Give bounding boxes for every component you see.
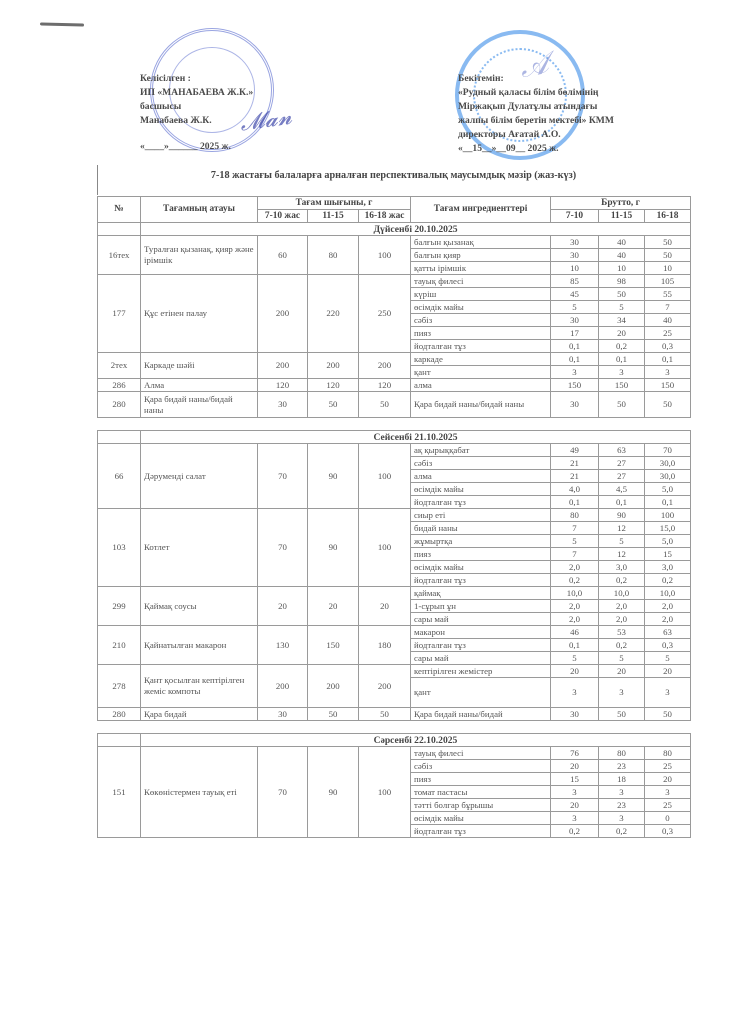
portion-16-18: 100 [359,236,411,275]
brutto-11-15: 20 [599,327,645,340]
brutto-7-10: 0,1 [551,639,599,652]
brutto-16-18: 2,0 [645,613,691,626]
brutto-16-18: 25 [645,760,691,773]
approved-org-line1: «Рудный қаласы білім бөлімінің [458,87,599,98]
dish-number: 286 [98,379,141,392]
header-brutto: Брутто, г [551,197,691,210]
brutto-7-10: 15 [551,773,599,786]
ingredient-name: йодталған тұз [411,825,551,838]
dish-row [98,236,691,249]
dish-row [98,392,691,418]
portion-16-18: 250 [359,275,411,353]
dish-number: 66 [98,444,141,509]
brutto-7-10: 80 [551,509,599,522]
brutto-7-10: 76 [551,747,599,760]
header-age-11-15: 11-15 [308,210,359,223]
portion-16-18: 20 [359,587,411,626]
brutto-16-18: 105 [645,275,691,288]
ingredient-name: бидай наны [411,522,551,535]
ingredient-name: сиыр еті [411,509,551,522]
day-number-cell [98,431,141,444]
ingredient-name: йодталған тұз [411,496,551,509]
brutto-7-10: 0,1 [551,340,599,353]
brutto-11-15: 90 [599,509,645,522]
brutto-11-15: 0,1 [599,496,645,509]
brutto-7-10: 3 [551,678,599,708]
brutto-16-18: 5,0 [645,483,691,496]
brutto-11-15: 27 [599,457,645,470]
portion-11-15: 220 [308,275,359,353]
dish-row [98,379,691,392]
brutto-7-10: 150 [551,379,599,392]
brutto-7-10: 45 [551,288,599,301]
brutto-16-18: 3 [645,366,691,379]
brutto-7-10: 5 [551,535,599,548]
dish-row [98,509,691,522]
dish-number: 280 [98,392,141,418]
brutto-7-10: 10 [551,262,599,275]
brutto-7-10: 30 [551,392,599,418]
brutto-11-15: 0,2 [599,825,645,838]
ingredient-name: алма [411,379,551,392]
brutto-11-15: 50 [599,708,645,721]
portion-11-15: 200 [308,353,359,379]
brutto-16-18: 20 [645,665,691,678]
ingredient-name: йодталған тұз [411,639,551,652]
portion-16-18: 100 [359,444,411,509]
ingredient-name: алма [411,470,551,483]
dish-name: Каркаде шәйі [141,353,258,379]
brutto-11-15: 2,0 [599,613,645,626]
brutto-11-15: 27 [599,470,645,483]
portion-7-10: 200 [258,275,308,353]
dish-row [98,665,691,678]
brutto-16-18: 0,1 [645,496,691,509]
brutto-16-18: 15 [645,548,691,561]
brutto-16-18: 5,0 [645,535,691,548]
portion-7-10: 130 [258,626,308,665]
brutto-16-18: 100 [645,509,691,522]
brutto-7-10: 30 [551,708,599,721]
brutto-7-10: 2,0 [551,613,599,626]
brutto-16-18: 0,3 [645,639,691,652]
brutto-11-15: 3 [599,678,645,708]
dish-number: 16тех [98,236,141,275]
portion-16-18: 120 [359,379,411,392]
brutto-7-10: 3 [551,786,599,799]
brutto-16-18: 5 [645,652,691,665]
brutto-11-15: 12 [599,522,645,535]
portion-16-18: 100 [359,509,411,587]
header-brutto-11-15: 11-15 [599,210,645,223]
ingredient-name: макарон [411,626,551,639]
brutto-7-10: 17 [551,327,599,340]
spacer-cell [98,418,691,431]
brutto-16-18: 3 [645,678,691,708]
brutto-7-10: 2,0 [551,600,599,613]
brutto-16-18: 2,0 [645,600,691,613]
brutto-7-10: 21 [551,457,599,470]
portion-11-15: 90 [308,444,359,509]
brutto-7-10: 3 [551,366,599,379]
dish-name: Құс етінен палау [141,275,258,353]
approved-org-line3: жалпы білім беретін мектебі» КММ [458,115,614,126]
dish-name: Қара бидай [141,708,258,721]
brutto-11-15: 20 [599,665,645,678]
brutto-7-10: 3 [551,812,599,825]
agreed-date: «____»______ 2025 ж. [140,141,231,152]
dish-row [98,275,691,288]
portion-7-10: 200 [258,665,308,708]
ingredient-name: пияз [411,548,551,561]
agreed-org: ИП «МАНАБАЕВА Ж.К.» [140,87,254,98]
brutto-7-10: 46 [551,626,599,639]
brutto-11-15: 0,2 [599,340,645,353]
menu-body [98,223,691,838]
day-label: Сәрсенбі 22.10.2025 [141,734,691,747]
agreed-person: Манабаева Ж.К. [140,115,212,126]
day-spacer [98,721,691,734]
approved-date: «__15__»__09__ 2025 ж. [458,143,559,154]
ingredient-name: каркаде [411,353,551,366]
ingredient-name: тауық филесі [411,747,551,760]
portion-11-15: 150 [308,626,359,665]
brutto-16-18: 7 [645,301,691,314]
brutto-16-18: 0,3 [645,340,691,353]
ingredient-name: өсімдік майы [411,812,551,825]
brutto-7-10: 85 [551,275,599,288]
brutto-7-10: 21 [551,470,599,483]
portion-16-18: 50 [359,708,411,721]
dish-name: Көкөністермен тауық еті [141,747,258,838]
header-ingredients: Тағам ингредиенттері [411,197,551,223]
dish-row [98,587,691,600]
brutto-7-10: 5 [551,652,599,665]
portion-11-15: 120 [308,379,359,392]
portion-7-10: 120 [258,379,308,392]
dish-name: Қара бидай наны/бидай наны [141,392,258,418]
header-dish-name: Тағамның атауы [141,197,258,223]
brutto-11-15: 3,0 [599,561,645,574]
dish-row [98,353,691,366]
brutto-16-18: 20 [645,773,691,786]
portion-16-18: 180 [359,626,411,665]
dish-name: Қаймақ соусы [141,587,258,626]
brutto-7-10: 10,0 [551,587,599,600]
brutto-11-15: 12 [599,548,645,561]
ingredient-name: Қара бидай наны/бидай наны [411,392,551,418]
dish-number: 177 [98,275,141,353]
dish-name: Дәруменді салат [141,444,258,509]
portion-11-15: 200 [308,665,359,708]
ingredient-name: өсімдік майы [411,561,551,574]
brutto-11-15: 150 [599,379,645,392]
brutto-7-10: 2,0 [551,561,599,574]
dish-number: 278 [98,665,141,708]
brutto-16-18: 25 [645,327,691,340]
brutto-16-18: 150 [645,379,691,392]
dish-name: Қайнатылған макарон [141,626,258,665]
portion-11-15: 80 [308,236,359,275]
portion-7-10: 70 [258,444,308,509]
brutto-11-15: 2,0 [599,600,645,613]
dish-name: Қант қосылған кептірілген жеміс компоты [141,665,258,708]
approved-person: директоры Ағатай А.О. [458,129,561,140]
spacer-cell [98,721,691,734]
ingredient-name: Қара бидай наны/бидай [411,708,551,721]
approved-label: Бекітемін: [458,73,504,84]
brutto-16-18: 10,0 [645,587,691,600]
brutto-16-18: 50 [645,392,691,418]
brutto-16-18: 0 [645,812,691,825]
header-number: № [98,197,141,223]
brutto-11-15: 3 [599,366,645,379]
ingredient-name: сары май [411,652,551,665]
dish-number: 280 [98,708,141,721]
ingredient-name: пияз [411,773,551,786]
dish-row [98,708,691,721]
brutto-7-10: 7 [551,522,599,535]
brutto-7-10: 4,0 [551,483,599,496]
brutto-7-10: 0,1 [551,353,599,366]
dish-row [98,444,691,457]
dish-name: Алма [141,379,258,392]
brutto-7-10: 20 [551,665,599,678]
day-header-row [98,431,691,444]
brutto-7-10: 20 [551,760,599,773]
brutto-16-18: 15,0 [645,522,691,535]
brutto-7-10: 7 [551,548,599,561]
header-age-7-10: 7-10 жас [258,210,308,223]
brutto-16-18: 0,3 [645,825,691,838]
ingredient-name: сары май [411,613,551,626]
brutto-16-18: 30,0 [645,470,691,483]
ingredient-name: қаймақ [411,587,551,600]
brutto-11-15: 3 [599,812,645,825]
brutto-16-18: 0,2 [645,574,691,587]
brutto-7-10: 49 [551,444,599,457]
portion-7-10: 30 [258,708,308,721]
dish-number: 103 [98,509,141,587]
ingredient-name: томат пастасы [411,786,551,799]
portion-11-15: 90 [308,509,359,587]
document-title: 7-18 жастағы балаларға арналған перспективалық маусымдық мәзір (жаз-күз) [210,170,577,181]
agreed-role: басшысы [140,101,182,112]
brutto-11-15: 80 [599,747,645,760]
header-age-16-18: 16-18 жас [359,210,411,223]
portion-16-18: 100 [359,747,411,838]
ingredient-name: жұмыртқа [411,535,551,548]
portion-7-10: 70 [258,747,308,838]
brutto-11-15: 18 [599,773,645,786]
brutto-16-18: 30,0 [645,457,691,470]
ingredient-name: қант [411,678,551,708]
ingredient-name: 1-сұрып ұн [411,600,551,613]
approved-org-line2: Міржақып Дулатұлы атындағы [458,101,598,112]
brutto-16-18: 70 [645,444,691,457]
brutto-11-15: 40 [599,249,645,262]
portion-16-18: 200 [359,665,411,708]
brutto-11-15: 5 [599,535,645,548]
brutto-11-15: 0,2 [599,639,645,652]
brutto-11-15: 53 [599,626,645,639]
brutto-11-15: 10,0 [599,587,645,600]
dish-number: 299 [98,587,141,626]
ingredient-name: пияз [411,327,551,340]
day-label: Дүйсенбі 20.10.2025 [141,223,691,236]
day-header-row [98,223,691,236]
dish-name: Котлет [141,509,258,587]
brutto-16-18: 50 [645,249,691,262]
brutto-11-15: 5 [599,301,645,314]
brutto-16-18: 3,0 [645,561,691,574]
brutto-11-15: 4,5 [599,483,645,496]
brutto-11-15: 23 [599,760,645,773]
brutto-7-10: 5 [551,301,599,314]
day-header-row [98,734,691,747]
dish-number: 210 [98,626,141,665]
ingredient-name: балғын қияр [411,249,551,262]
dish-row [98,747,691,760]
ingredient-name: кептірілген жемістер [411,665,551,678]
brutto-7-10: 0,2 [551,825,599,838]
portion-16-18: 200 [359,353,411,379]
approval-block-approved [458,72,698,156]
brutto-11-15: 40 [599,236,645,249]
dish-row [98,626,691,639]
ingredient-name: йодталған тұз [411,340,551,353]
portion-7-10: 60 [258,236,308,275]
portion-11-15: 90 [308,747,359,838]
brutto-16-18: 50 [645,708,691,721]
ingredient-name: тәтті болгар бұрышы [411,799,551,812]
brutto-16-18: 80 [645,747,691,760]
brutto-7-10: 30 [551,249,599,262]
header-brutto-7-10: 7-10 [551,210,599,223]
dish-number: 151 [98,747,141,838]
ingredient-name: балғын қызанақ [411,236,551,249]
ingredient-name: қант [411,366,551,379]
brutto-11-15: 10 [599,262,645,275]
dish-name: Туралған қызанақ, қияр және ірімшік [141,236,258,275]
brutto-16-18: 40 [645,314,691,327]
brutto-7-10: 30 [551,236,599,249]
brutto-7-10: 0,1 [551,496,599,509]
day-number-cell [98,734,141,747]
ingredient-name: тауық филесі [411,275,551,288]
brutto-7-10: 0,2 [551,574,599,587]
brutto-16-18: 25 [645,799,691,812]
brutto-16-18: 63 [645,626,691,639]
day-spacer [98,418,691,431]
brutto-7-10: 20 [551,799,599,812]
brutto-11-15: 23 [599,799,645,812]
portion-7-10: 20 [258,587,308,626]
brutto-11-15: 0,1 [599,353,645,366]
signature-left: 𝓜𝓪𝓷 [238,104,294,137]
ingredient-name: күріш [411,288,551,301]
brutto-11-15: 34 [599,314,645,327]
header-portion: Тағам шығыны, г [258,197,411,210]
ingredient-name: қатты ірімшік [411,262,551,275]
brutto-11-15: 3 [599,786,645,799]
brutto-7-10: 30 [551,314,599,327]
agreed-label: Келісілген : [140,73,191,84]
brutto-11-15: 50 [599,392,645,418]
scan-artifact-line [40,22,84,26]
portion-16-18: 50 [359,392,411,418]
header-brutto-16-18: 16-18 [645,210,691,223]
menu-table [97,196,691,838]
portion-7-10: 30 [258,392,308,418]
portion-11-15: 50 [308,708,359,721]
brutto-11-15: 98 [599,275,645,288]
portion-7-10: 200 [258,353,308,379]
ingredient-name: сәбіз [411,760,551,773]
ingredient-name: өсімдік майы [411,301,551,314]
signature-right: 𝒜 [517,45,552,86]
ingredient-name: сәбіз [411,457,551,470]
brutto-16-18: 10 [645,262,691,275]
brutto-16-18: 55 [645,288,691,301]
ingredient-name: ақ қырыққабат [411,444,551,457]
ingredient-name: йодталған тұз [411,574,551,587]
brutto-11-15: 50 [599,288,645,301]
portion-7-10: 70 [258,509,308,587]
portion-11-15: 20 [308,587,359,626]
ingredient-name: өсімдік майы [411,483,551,496]
day-label: Сейсенбі 21.10.2025 [141,431,691,444]
brutto-11-15: 5 [599,652,645,665]
brutto-16-18: 50 [645,236,691,249]
brutto-11-15: 63 [599,444,645,457]
dish-number: 2тех [98,353,141,379]
brutto-16-18: 0,1 [645,353,691,366]
ingredient-name: сәбіз [411,314,551,327]
brutto-11-15: 0,2 [599,574,645,587]
day-number-cell [98,223,141,236]
brutto-16-18: 3 [645,786,691,799]
portion-11-15: 50 [308,392,359,418]
